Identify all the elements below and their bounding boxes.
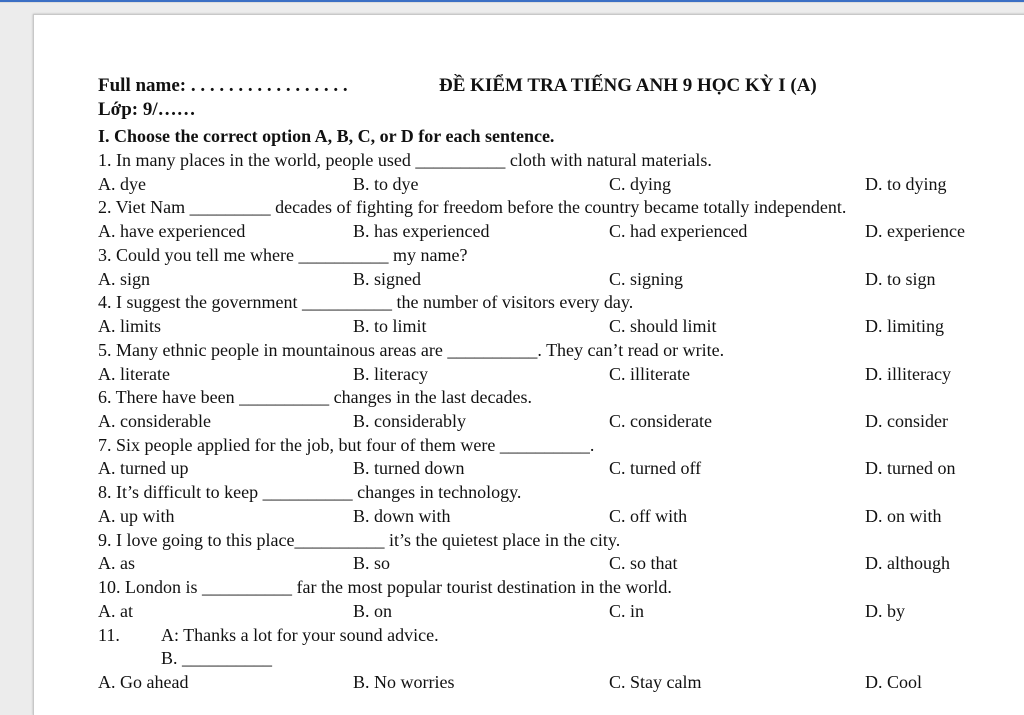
question-5: 5. Many ethnic people in mountainous areas are __________. They can’t read or write. bbox=[98, 340, 725, 360]
q4-option-b: B. to limit bbox=[353, 316, 427, 336]
q4-option-a: A. limits bbox=[98, 316, 162, 336]
q10-option-d: D. by bbox=[865, 601, 905, 621]
question-11-number: 11. bbox=[98, 625, 120, 645]
q8-option-c: C. off with bbox=[609, 506, 688, 526]
question-7: 7. Six people applied for the job, but four of them were __________. bbox=[98, 435, 595, 455]
q1-option-a: A. dye bbox=[98, 174, 146, 194]
q8-option-a: A. up with bbox=[98, 506, 175, 526]
q1-option-b: B. to dye bbox=[353, 174, 419, 194]
q9-option-a: A. as bbox=[98, 553, 135, 573]
q5-option-c: C. illiterate bbox=[609, 364, 690, 384]
q9-option-d: D. although bbox=[865, 553, 950, 573]
q3-option-c: C. signing bbox=[609, 269, 684, 289]
q7-option-a: A. turned up bbox=[98, 458, 189, 478]
window-top-divider bbox=[0, 2, 1024, 3]
question-9: 9. I love going to this place__________ it’s the quietest place in the city. bbox=[98, 530, 621, 550]
q3-option-a: A. sign bbox=[98, 269, 151, 289]
q8-option-b: B. down with bbox=[353, 506, 451, 526]
q7-option-d: D. turned on bbox=[865, 458, 956, 478]
q6-option-a: A. considerable bbox=[98, 411, 211, 431]
q4-option-c: C. should limit bbox=[609, 316, 717, 336]
q9-option-b: B. so bbox=[353, 553, 391, 573]
q10-option-a: A. at bbox=[98, 601, 133, 621]
full-name-label: Full name: . . . . . . . . . . . . . . . . . bbox=[98, 75, 348, 96]
q5-option-d: D. illiteracy bbox=[865, 364, 951, 384]
question-8: 8. It’s difficult to keep __________ changes in technology. bbox=[98, 482, 522, 502]
q1-option-c: C. dying bbox=[609, 174, 672, 194]
question-10: 10. London is __________ far the most popular tourist destination in the world. bbox=[98, 577, 672, 597]
q9-option-c: C. so that bbox=[609, 553, 678, 573]
q7-option-c: C. turned off bbox=[609, 458, 702, 478]
class-label: Lớp: 9/…… bbox=[98, 99, 196, 120]
q7-option-b: B. turned down bbox=[353, 458, 465, 478]
question-1: 1. In many places in the world, people used __________ cloth with natural materials. bbox=[98, 150, 712, 170]
q3-option-d: D. to sign bbox=[865, 269, 936, 289]
q11-option-c: C. Stay calm bbox=[609, 672, 702, 692]
section-heading: I. Choose the correct option A, B, C, or D for each sentence. bbox=[98, 126, 555, 146]
q10-option-c: C. in bbox=[609, 601, 645, 621]
q2-option-b: B. has experienced bbox=[353, 221, 490, 241]
question-11-line-b: B. __________ bbox=[161, 648, 273, 668]
question-2: 2. Viet Nam _________ decades of fighting for freedom before the country became totally independent. bbox=[98, 197, 847, 217]
q10-option-b: B. on bbox=[353, 601, 393, 621]
q6-option-c: C. considerate bbox=[609, 411, 712, 431]
q5-option-b: B. literacy bbox=[353, 364, 428, 384]
question-3: 3. Could you tell me where __________ my name? bbox=[98, 245, 468, 265]
q3-option-b: B. signed bbox=[353, 269, 422, 289]
question-6: 6. There have been __________ changes in the last decades. bbox=[98, 387, 533, 407]
q11-option-a: A. Go ahead bbox=[98, 672, 189, 692]
q4-option-d: D. limiting bbox=[865, 316, 945, 336]
q5-option-a: A. literate bbox=[98, 364, 170, 384]
document-page bbox=[33, 14, 1024, 715]
q11-option-d: D. Cool bbox=[865, 672, 923, 692]
q1-option-d: D. to dying bbox=[865, 174, 947, 194]
q2-option-d: D. experience bbox=[865, 221, 965, 241]
document-title: ĐỀ KIỂM TRA TIẾNG ANH 9 HỌC KỲ I (A) bbox=[439, 75, 817, 96]
q2-option-c: C. had experienced bbox=[609, 221, 748, 241]
q6-option-b: B. considerably bbox=[353, 411, 466, 431]
q11-option-b: B. No worries bbox=[353, 672, 455, 692]
question-11-line-a: A: Thanks a lot for your sound advice. bbox=[161, 625, 439, 645]
q6-option-d: D. consider bbox=[865, 411, 948, 431]
q8-option-d: D. on with bbox=[865, 506, 942, 526]
q2-option-a: A. have experienced bbox=[98, 221, 246, 241]
question-4: 4. I suggest the government __________ the number of visitors every day. bbox=[98, 292, 634, 312]
